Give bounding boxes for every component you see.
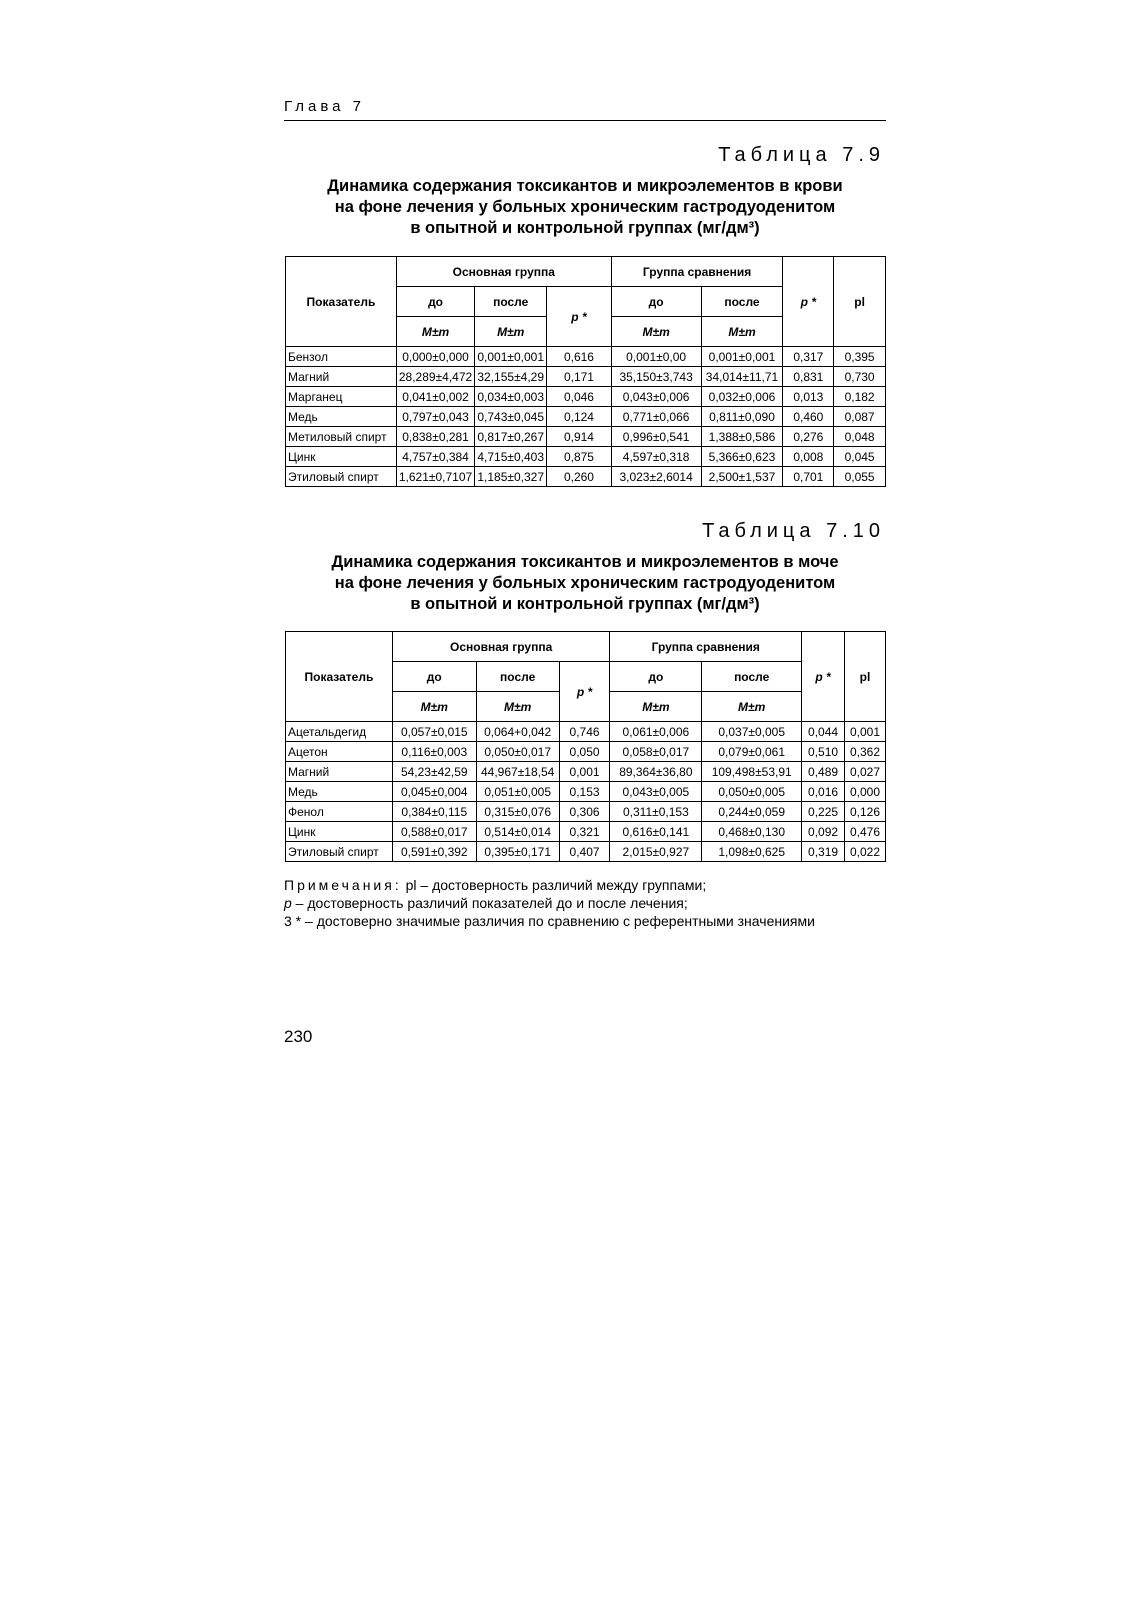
table-cell: 0,043±0,005	[610, 782, 702, 802]
table-cell: 0,317	[783, 347, 834, 367]
table-cell: 0,407	[559, 842, 610, 862]
table-cell: 0,001±0,00	[611, 347, 701, 367]
table-cell: 28,289±4,472	[396, 367, 474, 387]
table-cell: 0,051±0,005	[476, 782, 559, 802]
note-text: pl – достоверность различий между группами;	[401, 877, 707, 893]
table-row	[286, 347, 886, 367]
table-cell: 0,771±0,066	[611, 407, 701, 427]
table-cell: 0,276	[783, 427, 834, 447]
table-cell: 0,045±0,004	[392, 782, 476, 802]
table-cell: 0,045	[834, 447, 886, 467]
note-line	[284, 894, 815, 912]
table-cell: 0,182	[834, 387, 886, 407]
table-cell: 0,831	[783, 367, 834, 387]
header-mm: M±m	[701, 317, 783, 347]
table-cell: 0,811±0,090	[701, 407, 783, 427]
table-cell: 0,588±0,017	[392, 822, 476, 842]
table-cell: 0,058±0,017	[610, 742, 702, 762]
table-cell: 0,057±0,015	[392, 722, 476, 742]
table-cell: 0,489	[802, 762, 845, 782]
table-cell: 0,043±0,006	[611, 387, 701, 407]
table-cell: 0,050	[559, 742, 610, 762]
table-cell: 0,914	[547, 427, 612, 447]
table-cell: 0,514±0,014	[476, 822, 559, 842]
header-after: после	[475, 287, 547, 317]
table-row	[286, 802, 886, 822]
table-cell: 0,037±0,005	[702, 722, 802, 742]
table-cell: 34,014±11,71	[701, 367, 783, 387]
table-cell: 0,306	[559, 802, 610, 822]
table-cell: 35,150±3,743	[611, 367, 701, 387]
table-cell: 0,061±0,006	[610, 722, 702, 742]
table-cell: 32,155±4,29	[475, 367, 547, 387]
table-cell: 0,225	[802, 802, 845, 822]
table-cell: 2,015±0,927	[610, 842, 702, 862]
table-title	[284, 176, 886, 239]
table-cell: 0,510	[802, 742, 845, 762]
note-line: 3 * – достоверно значимые различия по сравнению с референтными значениями	[284, 913, 815, 929]
table-cell: 0,079±0,061	[702, 742, 802, 762]
table-cell: 1,388±0,586	[701, 427, 783, 447]
table-cell: 0,616	[547, 347, 612, 367]
table-cell: 0,044	[802, 722, 845, 742]
table-cell: 89,364±36,80	[610, 762, 702, 782]
row-name: Метиловый спирт	[286, 427, 397, 447]
row-name: Медь	[286, 407, 397, 427]
table-cell: 0,034±0,003	[475, 387, 547, 407]
table-cell: 109,498±53,91	[702, 762, 802, 782]
table-cell: 0,616±0,141	[610, 822, 702, 842]
table-cell: 0,048	[834, 427, 886, 447]
table-cell: 0,027	[845, 762, 886, 782]
row-name: Медь	[286, 782, 393, 802]
table-cell: 0,092	[802, 822, 845, 842]
table-cell: 0,001±0,001	[701, 347, 783, 367]
table-cell: 0,311±0,153	[610, 802, 702, 822]
header-before: до	[610, 662, 702, 692]
header-mm: M±m	[702, 692, 802, 722]
page-number: 230	[284, 1027, 313, 1046]
table-cell: 0,041±0,002	[396, 387, 474, 407]
table-cell: 0,319	[802, 842, 845, 862]
header-main-group: Основная группа	[392, 632, 610, 662]
table-cell: 0,730	[834, 367, 886, 387]
table-cell: 0,591±0,392	[392, 842, 476, 862]
header-main-group: Основная группа	[396, 257, 611, 287]
header-rule	[284, 120, 886, 121]
header-p: p *	[559, 662, 610, 722]
table-title-line: в опытной и контрольной группах (мг/дм³)	[410, 595, 760, 613]
notes-label: Примечания:	[284, 877, 402, 893]
header-before: до	[611, 287, 701, 317]
table-label: Таблица 7.9	[718, 144, 885, 166]
table-cell: 0,244±0,059	[702, 802, 802, 822]
table-cell: 0,046	[547, 387, 612, 407]
table-cell: 0,064+0,042	[476, 722, 559, 742]
table-cell: 0,875	[547, 447, 612, 467]
note-variable: p	[284, 895, 292, 911]
table-title-line: Динамика содержания токсикантов и микроэлементов в крови	[327, 177, 843, 195]
table-row	[286, 387, 886, 407]
header-comparison-group: Группа сравнения	[611, 257, 783, 287]
table-cell: 54,23±42,59	[392, 762, 476, 782]
table-cell: 0,126	[845, 802, 886, 822]
table-cell: 0,124	[547, 407, 612, 427]
row-name: Марганец	[286, 387, 397, 407]
table-cell: 0,797±0,043	[396, 407, 474, 427]
table-cell: 0,153	[559, 782, 610, 802]
header-p: p *	[802, 632, 845, 722]
row-name: Магний	[286, 367, 397, 387]
row-name: Этиловый спирт	[286, 467, 397, 487]
table-title-line: в опытной и контрольной группах (мг/дм³)	[410, 219, 760, 237]
table-label: Таблица 7.10	[702, 520, 885, 542]
header-pl: pl	[834, 257, 886, 347]
table-cell: 0,362	[845, 742, 886, 762]
table-cell: 0,050±0,017	[476, 742, 559, 762]
header-after: после	[702, 662, 802, 692]
table-cell: 44,967±18,54	[476, 762, 559, 782]
header-comparison-group: Группа сравнения	[610, 632, 802, 662]
table-cell: 0,468±0,130	[702, 822, 802, 842]
header-row	[286, 632, 886, 662]
header-before: до	[392, 662, 476, 692]
header-p: p *	[783, 257, 834, 347]
table-cell: 0,260	[547, 467, 612, 487]
table-cell: 0,746	[559, 722, 610, 742]
table-cell: 1,185±0,327	[475, 467, 547, 487]
header-p: p *	[547, 287, 612, 347]
table-cell: 0,050±0,005	[702, 782, 802, 802]
note-text: – достоверность различий показателей до и после лечения;	[291, 895, 688, 911]
table-cell: 4,757±0,384	[396, 447, 474, 467]
table-cell: 0,001±0,001	[475, 347, 547, 367]
header-mm: M±m	[392, 692, 476, 722]
table-cell: 5,366±0,623	[701, 447, 783, 467]
note-line	[284, 876, 815, 894]
table-row	[286, 822, 886, 842]
table-cell: 0,001	[845, 722, 886, 742]
header-mm: M±m	[476, 692, 559, 722]
header-pl: pl	[845, 632, 886, 722]
table-cell: 0,001	[559, 762, 610, 782]
table-row	[286, 722, 886, 742]
table-cell: 0,022	[845, 842, 886, 862]
header-row	[286, 257, 886, 287]
table-cell: 1,621±0,7107	[396, 467, 474, 487]
table-row	[286, 427, 886, 447]
header-before: до	[396, 287, 474, 317]
table-row	[286, 842, 886, 862]
table-cell: 0,321	[559, 822, 610, 842]
table-row	[286, 467, 886, 487]
row-name: Ацетальдегид	[286, 722, 393, 742]
row-name: Ацетон	[286, 742, 393, 762]
notes	[284, 876, 815, 930]
data-table	[285, 631, 886, 862]
header-mm: M±m	[396, 317, 474, 347]
header-indicator: Показатель	[286, 632, 393, 722]
row-name: Цинк	[286, 447, 397, 467]
table-row	[286, 762, 886, 782]
table-cell: 3,023±2,6014	[611, 467, 701, 487]
header-mm: M±m	[611, 317, 701, 347]
table-cell: 0,384±0,115	[392, 802, 476, 822]
table-cell: 0,055	[834, 467, 886, 487]
chapter-header: Глава 7	[284, 98, 366, 115]
table-cell: 0,016	[802, 782, 845, 802]
table-cell: 0,743±0,045	[475, 407, 547, 427]
table-cell: 0,000	[845, 782, 886, 802]
table-cell: 4,715±0,403	[475, 447, 547, 467]
table-title-line: на фоне лечения у больных хроническим гастродуоденитом	[334, 198, 836, 216]
table-cell: 0,000±0,000	[396, 347, 474, 367]
table-cell: 0,032±0,006	[701, 387, 783, 407]
row-name: Фенол	[286, 802, 393, 822]
data-table	[285, 256, 886, 487]
table-cell: 1,098±0,625	[702, 842, 802, 862]
table-row	[286, 742, 886, 762]
header-mm: M±m	[475, 317, 547, 347]
row-name: Этиловый спирт	[286, 842, 393, 862]
table-cell: 0,315±0,076	[476, 802, 559, 822]
table-row	[286, 367, 886, 387]
table-cell: 0,476	[845, 822, 886, 842]
table-cell: 0,701	[783, 467, 834, 487]
row-name: Бензол	[286, 347, 397, 367]
table-cell: 2,500±1,537	[701, 467, 783, 487]
table-title	[284, 552, 886, 615]
table-cell: 0,116±0,003	[392, 742, 476, 762]
table-title-line: Динамика содержания токсикантов и микроэлементов в моче	[331, 553, 839, 571]
table-cell: 0,087	[834, 407, 886, 427]
table-cell: 0,817±0,267	[475, 427, 547, 447]
table-cell: 0,395	[834, 347, 886, 367]
header-indicator: Показатель	[286, 257, 397, 347]
row-name: Цинк	[286, 822, 393, 842]
table-title-line: на фоне лечения у больных хроническим гастродуоденитом	[334, 574, 836, 592]
table-cell: 4,597±0,318	[611, 447, 701, 467]
header-mm: M±m	[610, 692, 702, 722]
table-cell: 0,008	[783, 447, 834, 467]
table-row	[286, 782, 886, 802]
header-after: после	[476, 662, 559, 692]
table-cell: 0,013	[783, 387, 834, 407]
table-cell: 0,171	[547, 367, 612, 387]
table-cell: 0,460	[783, 407, 834, 427]
table-row	[286, 447, 886, 467]
row-name: Магний	[286, 762, 393, 782]
table-cell: 0,996±0,541	[611, 427, 701, 447]
table-row	[286, 407, 886, 427]
table-cell: 0,395±0,171	[476, 842, 559, 862]
header-after: после	[701, 287, 783, 317]
table-cell: 0,838±0,281	[396, 427, 474, 447]
